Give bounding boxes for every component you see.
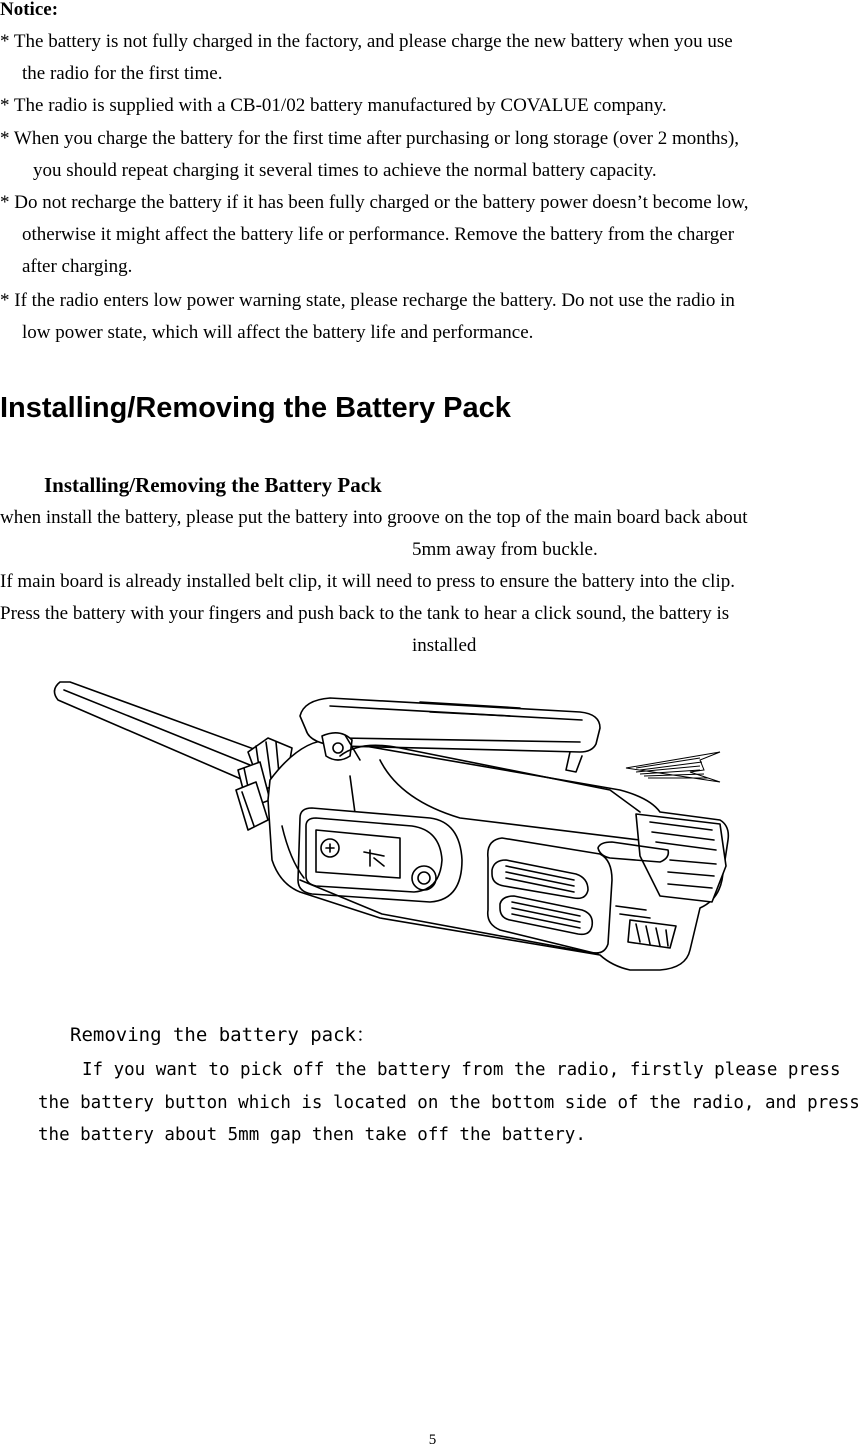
notice-item-4-first: * Do not recharge the battery if it has been fully charged or the battery power doesn’t become low, [0, 192, 749, 213]
notice-item-5-first: * If the radio enters low power warning state, please recharge the battery. Do not use the radio in [0, 290, 735, 311]
install-para-1a: when install the battery, please put the battery into groove on the top of the main board back about [0, 507, 748, 528]
install-para-1b: 5mm away from buckle. [412, 539, 598, 560]
notice-item-4-rest2: after charging. [22, 256, 133, 277]
notice-item-3-rest: you should repeat charging it several times to achieve the normal battery capacity. [33, 160, 657, 181]
section-subheading: Installing/Removing the Battery Pack [44, 473, 382, 497]
notice-item-1-first: * The battery is not fully charged in the factory, and please charge the new battery when you use [0, 31, 733, 52]
removing-title: Removing the battery pack： [70, 1024, 375, 1046]
insert-arrow-icon [626, 752, 720, 782]
notice-item-2-first: * The radio is supplied with a CB-01/02 battery manufactured by COVALUE company. [0, 95, 667, 116]
notice-item-5-rest: low power state, which will affect the battery life and performance. [22, 322, 534, 343]
notice-item-3-first: * When you charge the battery for the first time after purchasing or long storage (over 2 months), [0, 128, 740, 149]
section-heading: Installing/Removing the Battery Pack [0, 392, 511, 424]
notice-item-4-rest: otherwise it might affect the battery life or performance. Remove the battery from the charger [22, 224, 735, 245]
install-para-3b: installed [412, 635, 477, 656]
install-para-2: If main board is already installed belt clip, it will need to press to ensure the battery into the clip. [0, 571, 735, 592]
removing-text [38, 1054, 864, 1152]
removing-line-3: the battery about 5mm gap then take off the battery. [38, 1125, 586, 1145]
notice-item-1-rest: the radio for the first time. [22, 63, 223, 84]
notice-title: Notice: [0, 0, 59, 20]
install-para-3a: Press the battery with your fingers and push back to the tank to hear a click sound, the battery is [0, 603, 730, 624]
page-number: 5 [428, 1432, 437, 1448]
removing-line-2: the battery button which is located on the bottom side of the radio, and press [38, 1092, 860, 1113]
removing-line-1: If you want to pick off the battery from the radio, firstly please press [82, 1060, 841, 1080]
